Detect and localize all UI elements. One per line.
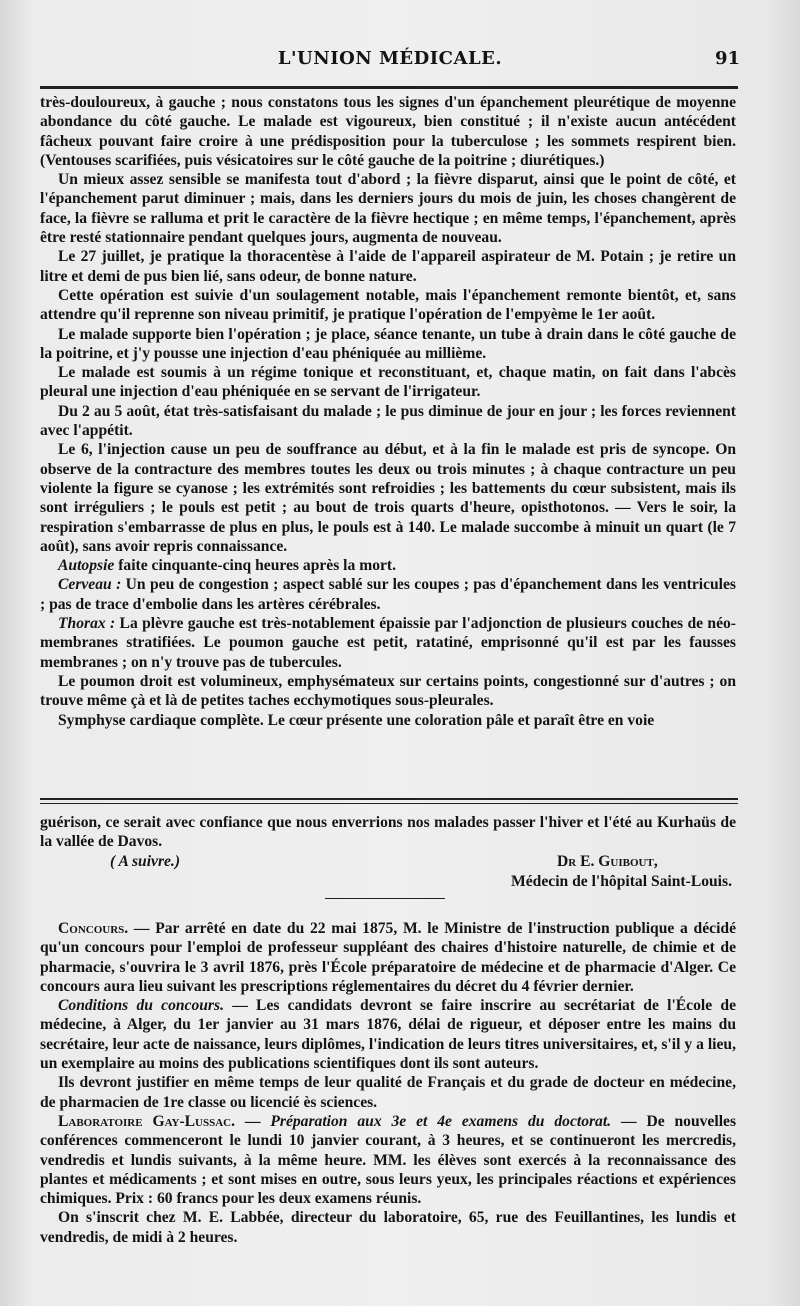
paragraph: Du 2 au 5 août, état très-satisfaisant du malade ; le pus diminue de jour en jour ; les forces reviennent avec l'appétit. — [40, 402, 736, 440]
paragraph: Cette opération est suivie d'un soulagement notable, mais l'épanchement remonte bientôt, et, sans attendre qu'il reprenne son niveau primitif, je pratique l'opération de l'empyème le 1er août. — [40, 286, 736, 324]
paragraph: Un mieux assez sensible se manifesta tout d'abord ; la fièvre disparut, ainsi que le point de côté, et l'épanchement parut diminuer ; mais, dans les derniers jours du mois de juin, les choses changèrent de face, la fièvre se ralluma et prit le caractère de la fièvre hectique ; en même temps, l'épanchement, après être resté stationnaire pendant quelques jours, augmenta de nouveau. — [40, 171, 736, 247]
autopsie-paragraph — [40, 556, 736, 575]
paragraph: Le malade est soumis à un régime tonique et reconstituant, et, chaque matin, on fait dans l'abcès pleural une injection d'eau phéniquée en se servant de l'irrigateur. — [40, 364, 736, 401]
thorax-label: Thorax : — [58, 615, 116, 633]
short-divider — [325, 898, 445, 899]
paragraph: Ils devront justifier en même temps de leur qualité de Français et du grade de docteur en médecine, de pharmacien de 1re classe ou licencié ès sciences. — [40, 1074, 736, 1111]
a-suivre: ( A suivre.) — [110, 852, 181, 870]
conditions-text: — Les candidats devront se faire inscrire au secrétariat de l'École de médecine, à Alger, du 1er janvier au 31 mars 1876, délai de rigueur, et déposer entre les mains du secrétaire, leur acte de naissance, leurs diplômes, l'indication de leurs titres universitaires, et, s'il y a lieu, un exemplaire au moins des publications scientifiques dont ils sont auteurs. — [40, 997, 736, 1073]
running-title: L'UNION MÉDICALE. — [277, 48, 503, 69]
paragraph: Symphyse cardiaque complète. Le cœur présente une coloration pâle et paraît être en voie — [58, 711, 655, 729]
conditions-paragraph — [40, 996, 736, 1073]
autopsie-text: faite cinquante-cinq heures après la mort. — [114, 557, 397, 575]
paragraph: Le 6, l'injection cause un peu de souffrance au début, et à la fin le malade est pris de syncope. On observe de la contracture des membres toutes les deux ou trois minutes ; à chaque contracture un peu violente la figure se cyanose ; les extrémités sont refroidies ; les battements du cœur subsistent, mais ils sont irréguliers ; le pouls est petit ; au bout de trois quarts d'heure, opisthotonos. — Vers le soir, la respiration s'embarrasse de plus en plus, le pouls est à 140. Le malade succombe à minuit un quart (le 7 août), sans avoir repris connaissance. — [40, 441, 736, 555]
page-number: 91 — [714, 48, 740, 69]
labo-title: Préparation aux 3e et 4e examens du doctorat. — [270, 1112, 612, 1130]
header-rule — [40, 86, 738, 89]
author-affiliation: Médecin de l'hôpital Saint-Louis. — [511, 872, 732, 890]
labo-text: — De nouvelles conférences commenceront le lundi 10 janvier courant, à 3 heures, et se continueront les mercredis, vendredis et lundis suivants, à la même heure. MM. les élèves sont exercés à la reconnaissance des plantes et médicaments ; et sont mises en outre, sous leurs yeux, les principales réactions et expériences chimiques. Prix : 60 francs pour les deux examens réunis. — [40, 1112, 737, 1208]
thorax-paragraph — [40, 614, 736, 672]
concours-text: — Par arrêté en date du 22 mai 1875, M. le Ministre de l'instruction publique a décidé qu'un concours pour l'emploi de professeur suppléant des chaires d'histoire naturelle, de chimie et de pharmacie, s'ouvrira le 3 avril 1876, près l'École préparatoire de médecine et de pharmacie d'Alger. Ce concours aura lieu suivant les prescriptions réglementaires du décret du 4 février dernier. — [40, 920, 736, 995]
concours-label: Concours. — [58, 920, 129, 937]
paragraph: Le 27 juillet, je pratique la thoracentèse à l'aide de l'appareil aspirateur de M. Potain ; je retire un litre et demi de pus bien lié, sans odeur, de bonne nature. — [40, 248, 736, 285]
labo-paragraph: Laboratoire Gay-Lussac. — Préparation aux 3e et 4e examens du doctorat. — De nouvelles conférences commenceront le lundi 10 janvier courant, à 3 heures, et se continueront les mercredis, vendredis et lundis suivants, à la même heure. MM. les élèves sont exercés à la reconnaissance des plantes et médicaments ; et sont mises en outre, sous leurs yeux, les principales réactions et expériences chimiques. Prix : 60 francs pour les deux examens réunis. — [40, 1112, 737, 1208]
paragraph: guérison, ce serait avec confiance que nous enverrions nos malades passer l'hiver et l'été au Kurhaüs de la vallée de Davos. — [40, 814, 736, 851]
autopsie-label: Autopsie — [58, 557, 115, 575]
labo-label: Laboratoire Gay-Lussac. — [58, 1112, 236, 1130]
cerveau-paragraph — [40, 575, 736, 614]
case-report-section — [40, 93, 736, 730]
article-ending — [40, 813, 736, 891]
cerveau-label: Cerveau : — [58, 576, 122, 594]
author-name: Dr E. Guibout, — [557, 852, 658, 870]
paragraph: très-douloureux, à gauche ; nous constatons tous les signes d'un épanchement pleurétique de moyenne abondance du côté gauche. Le malade est vigoureux, bien constitué ; il n'existe aucun antécédent fâcheux pouvant faire croire à une prédisposition pour la tuberculose ; les sommets respirent bien. (Ventouses scarifiées, puis vésicatoires sur le côté gauche de la poitrine ; diurétiques.) — [40, 94, 736, 169]
concours-paragraph — [40, 919, 736, 996]
conditions-label: Conditions du concours. — [58, 997, 224, 1015]
paragraph: Le poumon droit est volumineux, emphysémateux sur certains points, congestionné sur d'autres ; on trouve même çà et là de petites taches ecchymotiques sous-pleurales. — [40, 672, 736, 710]
signature-row — [40, 852, 736, 872]
page-header — [40, 48, 740, 74]
paragraph: On s'inscrit chez M. E. Labbée, directeur du laboratoire, 65, rue des Feuillantines, les lundis et vendredis, de midi à 2 heures. — [40, 1209, 736, 1246]
section-divider — [40, 798, 738, 804]
paragraph: Le malade supporte bien l'opération ; je place, séance tenante, un tube à drain dans le côté gauche de la poitrine, et j'y pousse une injection d'eau phéniquée au millième. — [40, 325, 736, 362]
thorax-text: La plèvre gauche est très-notablement épaissie par l'adjonction de plusieurs couches de néo-membranes stratifiées. Le poumon gauche est petit, ratatiné, emprisonné qu'il est par les fausses membranes ; on n'y trouve pas de tubercules. — [40, 615, 736, 671]
news-section — [40, 919, 736, 1247]
cerveau-text: Un peu de congestion ; aspect sablé sur les coupes ; pas d'épanchement dans les ventricules ; pas de trace d'embolie dans les artères cérébrales. — [40, 576, 737, 613]
